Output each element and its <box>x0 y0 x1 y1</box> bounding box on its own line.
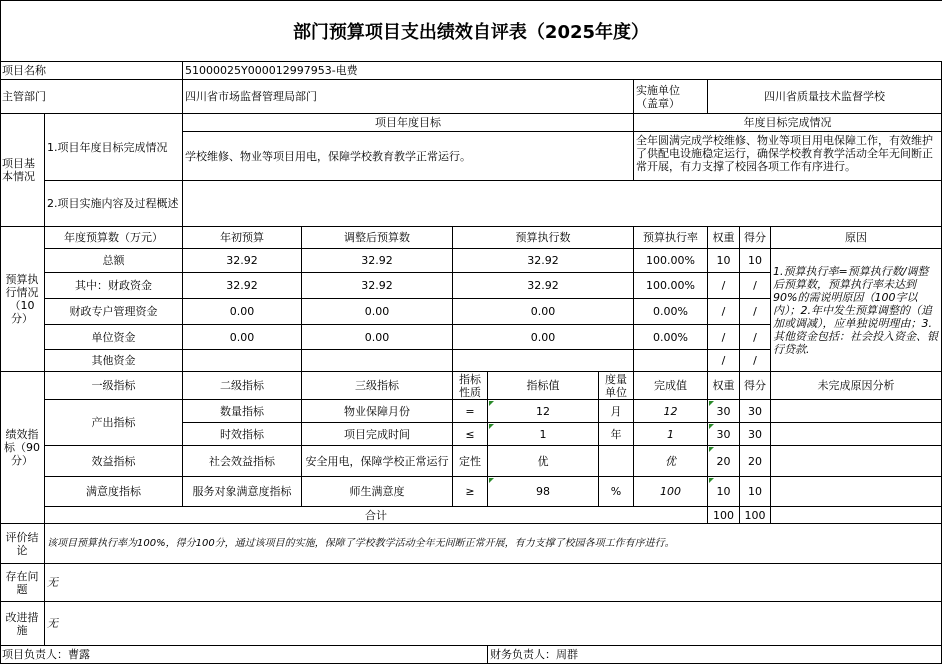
page-title: 部门预算项目支出绩效自评表（2025年度） <box>0 0 942 62</box>
perf-row-nature[interactable]: 定性 <box>453 446 488 477</box>
perf-row-score[interactable]: 20 <box>740 446 771 477</box>
budget-row-name: 其他资金 <box>45 350 183 372</box>
perf-row-score[interactable]: 10 <box>740 477 771 507</box>
budget-header-weight: 权重 <box>708 227 740 249</box>
perf-header-reason: 未完成原因分析 <box>771 372 942 400</box>
budget-row-rate[interactable]: 100.00% <box>634 249 708 273</box>
budget-row-weight[interactable]: / <box>708 350 740 372</box>
perf-row-l3: 物业保障月份 <box>302 400 453 423</box>
budget-header-initial: 年初预算 <box>183 227 302 249</box>
basic-info-label: 项目基本情况 <box>0 114 45 227</box>
perf-header-value: 指标值 <box>488 372 599 400</box>
perf-row-done[interactable]: 12 <box>634 400 708 423</box>
budget-row-initial[interactable]: 0.00 <box>183 299 302 325</box>
perf-section-label: 绩效指标（90分） <box>0 372 45 524</box>
perf-row-value[interactable]: 12 <box>488 400 599 423</box>
perf-row-l3: 师生满意度 <box>302 477 453 507</box>
budget-row-weight[interactable]: 10 <box>708 249 740 273</box>
finance-lead: 财务负责人：周群 <box>488 646 942 664</box>
cell-marker-icon <box>489 478 494 483</box>
budget-row-name: 总额 <box>45 249 183 273</box>
impl-content-text[interactable] <box>183 181 942 227</box>
perf-row-score[interactable]: 30 <box>740 423 771 446</box>
budget-row-initial[interactable]: 0.00 <box>183 325 302 350</box>
annual-goal-status-text[interactable]: 全年圆满完成学校维修、物业等项目用电保障工作，有效维护了供配电设施稳定运行，确保学校教育教学活动全年无间断正常开展，有力支撑了校园各项工作有序进行。 <box>634 132 942 181</box>
perf-row-done[interactable]: 100 <box>634 477 708 507</box>
perf-row-reason[interactable] <box>771 423 942 446</box>
dept-label: 主管部门 <box>0 80 183 114</box>
budget-row-rate[interactable] <box>634 350 708 372</box>
cell-marker-icon <box>489 401 494 406</box>
perf-row-nature[interactable]: = <box>453 400 488 423</box>
budget-header-adjusted: 调整后预算数 <box>302 227 453 249</box>
budget-header-annual: 年度预算数（万元） <box>45 227 183 249</box>
perf-header-unit: 度量单位 <box>599 372 634 400</box>
improve-label: 改进措施 <box>0 602 45 646</box>
perf-row-l2: 服务对象满意度指标 <box>183 477 302 507</box>
budget-row-score[interactable]: 10 <box>740 249 771 273</box>
budget-row-adjusted[interactable] <box>302 350 453 372</box>
perf-row-value[interactable]: 98 <box>488 477 599 507</box>
perf-row-unit[interactable]: 月 <box>599 400 634 423</box>
perf-row-unit[interactable]: % <box>599 477 634 507</box>
budget-row-name: 财政专户管理资金 <box>45 299 183 325</box>
perf-row-l2: 时效指标 <box>183 423 302 446</box>
budget-header-score: 得分 <box>740 227 771 249</box>
perf-header-score: 得分 <box>740 372 771 400</box>
perf-header-done: 完成值 <box>634 372 708 400</box>
budget-row-executed[interactable] <box>453 350 634 372</box>
budget-row-executed[interactable]: 0.00 <box>453 325 634 350</box>
perf-row-l2: 数量指标 <box>183 400 302 423</box>
impl-unit-value[interactable]: 四川省质量技术监督学校 <box>708 80 942 114</box>
perf-row-unit[interactable] <box>599 446 634 477</box>
dept-value[interactable]: 四川省市场监督管理局部门 <box>183 80 634 114</box>
budget-row-score[interactable]: / <box>740 299 771 325</box>
perf-row-l2: 社会效益指标 <box>183 446 302 477</box>
perf-row-reason[interactable] <box>771 400 942 423</box>
budget-row-score[interactable]: / <box>740 350 771 372</box>
perf-row-nature[interactable]: ≥ <box>453 477 488 507</box>
perf-row-l3: 项目完成时间 <box>302 423 453 446</box>
perf-row-reason[interactable] <box>771 477 942 507</box>
perf-header-nature: 指标性质 <box>453 372 488 400</box>
issues-text[interactable]: 无 <box>45 564 942 602</box>
project-name-value[interactable]: 51000025Y000012997953-电费 <box>183 62 942 80</box>
perf-output-label: 产出指标 <box>45 400 183 446</box>
improve-text[interactable]: 无 <box>45 602 942 646</box>
perf-total-weight: 100 <box>708 507 740 524</box>
perf-total-label: 合计 <box>45 507 708 524</box>
impl-unit-label: 实施单位 （盖章） <box>634 80 708 114</box>
budget-row-score[interactable]: / <box>740 273 771 299</box>
budget-row-adjusted[interactable]: 0.00 <box>302 325 453 350</box>
budget-section-label: 预算执行情况（10分） <box>0 227 45 372</box>
perf-row-unit[interactable]: 年 <box>599 423 634 446</box>
perf-header-weight: 权重 <box>708 372 740 400</box>
cell-marker-icon <box>709 447 714 452</box>
perf-row-weight[interactable]: 30 <box>708 400 740 423</box>
perf-row-value[interactable]: 1 <box>488 423 599 446</box>
budget-reason-text[interactable]: 1.预算执行率=预算执行数/调整后预算数，预算执行率未达到90%的需说明原因（100字以内）；2.年中发生预算调整的（追加或调减），应单独说明理由；3.其他资金包括：社会投入资金、银行贷款. <box>771 249 942 372</box>
cell-marker-icon <box>709 478 714 483</box>
budget-row-weight[interactable]: / <box>708 325 740 350</box>
perf-row-l1: 满意度指标 <box>45 477 183 507</box>
budget-row-rate[interactable]: 100.00% <box>634 273 708 299</box>
cell-marker-icon <box>489 424 494 429</box>
perf-row-weight[interactable]: 20 <box>708 446 740 477</box>
perf-row-done[interactable]: 优 <box>634 446 708 477</box>
project-lead: 项目负责人：曹露 <box>0 646 488 664</box>
perf-row-done[interactable]: 1 <box>634 423 708 446</box>
project-name-label: 项目名称 <box>0 62 183 80</box>
cell-marker-icon <box>709 401 714 406</box>
eval-label: 评价结论 <box>0 524 45 564</box>
budget-row-adjusted[interactable]: 32.92 <box>302 273 453 299</box>
budget-row-rate[interactable]: 0.00% <box>634 325 708 350</box>
budget-row-initial[interactable]: 32.92 <box>183 273 302 299</box>
perf-header-l1: 一级指标 <box>45 372 183 400</box>
budget-row-weight[interactable]: / <box>708 299 740 325</box>
issues-label: 存在问题 <box>0 564 45 602</box>
perf-header-l3: 三级指标 <box>302 372 453 400</box>
budget-row-adjusted[interactable]: 32.92 <box>302 249 453 273</box>
perf-row-score[interactable]: 30 <box>740 400 771 423</box>
budget-row-weight[interactable]: / <box>708 273 740 299</box>
budget-row-rate[interactable]: 0.00% <box>634 299 708 325</box>
budget-row-adjusted[interactable]: 0.00 <box>302 299 453 325</box>
perf-row-weight[interactable]: 10 <box>708 477 740 507</box>
budget-row-score[interactable]: / <box>740 325 771 350</box>
perf-total-score: 100 <box>740 507 771 524</box>
impl-content-label: 2.项目实施内容及过程概述 <box>45 181 183 227</box>
annual-goal-text[interactable]: 学校维修、物业等项目用电，保障学校教育教学正常运行。 <box>183 132 634 181</box>
goal-complete-label: 1.项目年度目标完成情况 <box>45 114 183 181</box>
budget-row-initial[interactable] <box>183 350 302 372</box>
perf-row-l3: 安全用电，保障学校正常运行 <box>302 446 453 477</box>
budget-row-executed[interactable]: 32.92 <box>453 273 634 299</box>
perf-row-reason[interactable] <box>771 446 942 477</box>
budget-header-rate: 预算执行率 <box>634 227 708 249</box>
cell-marker-icon <box>709 424 714 429</box>
perf-row-nature[interactable]: ≤ <box>453 423 488 446</box>
budget-row-initial[interactable]: 32.92 <box>183 249 302 273</box>
perf-total-reason[interactable] <box>771 507 942 524</box>
budget-row-executed[interactable]: 32.92 <box>453 249 634 273</box>
budget-row-name: 其中：财政资金 <box>45 273 183 299</box>
perf-row-l1: 效益指标 <box>45 446 183 477</box>
budget-row-executed[interactable]: 0.00 <box>453 299 634 325</box>
perf-row-value[interactable]: 优 <box>488 446 599 477</box>
budget-header-executed: 预算执行数 <box>453 227 634 249</box>
annual-goal-header: 项目年度目标 <box>183 114 634 132</box>
perf-row-weight[interactable]: 30 <box>708 423 740 446</box>
perf-header-l2: 二级指标 <box>183 372 302 400</box>
annual-goal-status-header: 年度目标完成情况 <box>634 114 942 132</box>
budget-row-name: 单位资金 <box>45 325 183 350</box>
eval-text[interactable]: 该项目预算执行率为100%，得分100分，通过该项目的实施，保障了学校教学活动全年无间断正常开展，有力支撑了校园各项工作有序进行。 <box>45 524 942 564</box>
budget-header-reason: 原因 <box>771 227 942 249</box>
